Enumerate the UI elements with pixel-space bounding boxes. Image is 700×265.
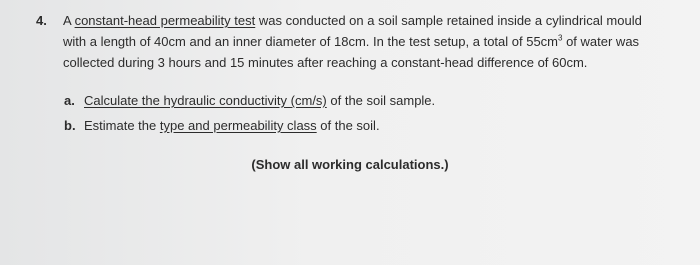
sub-question-a-label: a. <box>64 93 75 108</box>
keyword-constant-head-test: constant-head permeability test <box>74 13 256 28</box>
keyword-hydraulic-conductivity: Calculate the hydraulic conductivity (cm/s) <box>84 93 327 108</box>
keyword-permeability-class: type and permeability class <box>159 118 317 133</box>
sub-question-b-label: b. <box>64 118 76 133</box>
sub-question-a: a. Calculate the hydraulic conductivity (cm/s) of the soil sample. <box>64 91 435 111</box>
sub-question-b: b. Estimate the type and permeability class of the soil. <box>64 116 380 136</box>
question-text: A constant-head permeability test was conducted on a soil sample retained inside a cylindrical mould with a length of 40cm and an inner diameter of 18cm. In the test setup, a total of $55cm^3$ of water was collected during 3 hours and 15 minutes after reaching a constant-head difference of 60cm. <box>63 13 642 70</box>
working-instruction: (Show all working calculations.) <box>251 157 449 172</box>
superscript-cubed: 3 <box>558 33 563 43</box>
question-number: 4. <box>36 13 47 28</box>
